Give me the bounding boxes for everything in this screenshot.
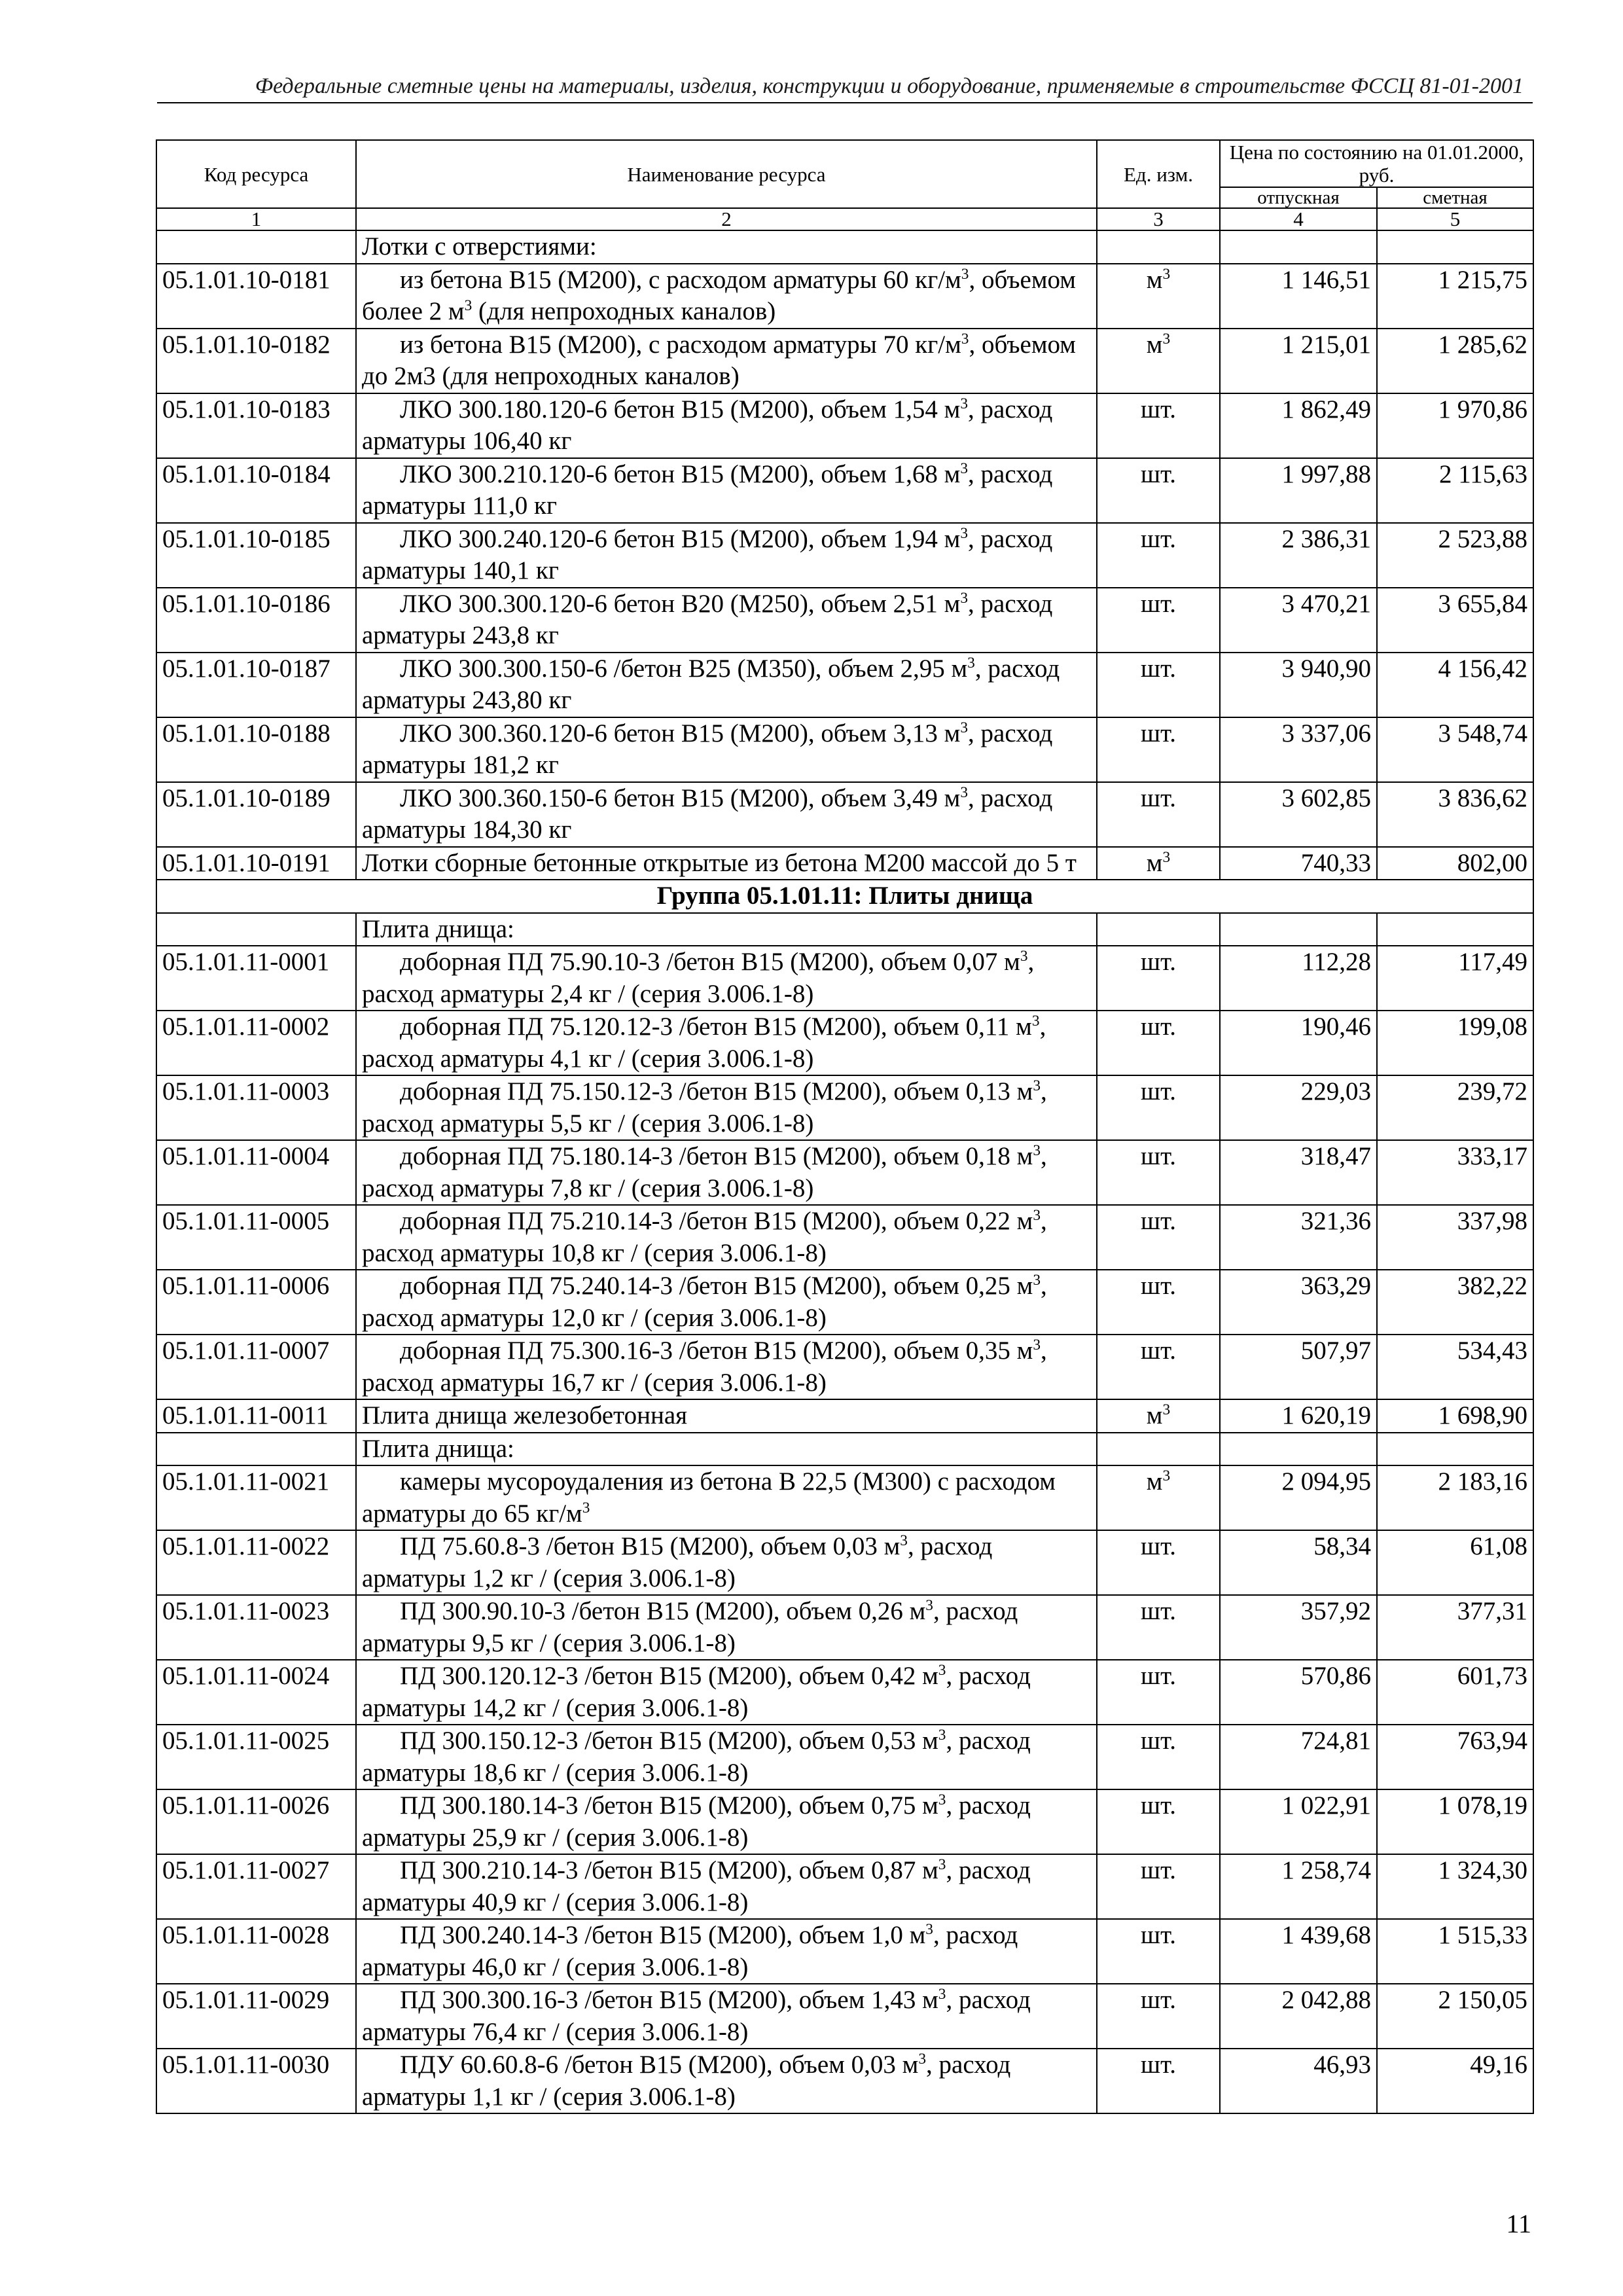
table-row <box>156 1270 1533 1335</box>
subheading-text: Лотки с отверстиями: <box>356 230 1097 264</box>
table-row <box>156 1919 1533 1984</box>
resource-unit: шт. <box>1097 1660 1220 1725</box>
resource-code: 05.1.01.11-0029 <box>156 1984 356 2049</box>
resource-name: ПД 300.90.10-3 /бетон В15 (М200), объем 0,26 $м^3$, расход арматуры 9,5 кг / (серия 3.006.1-8) <box>356 1595 1097 1660</box>
price-release: 1 862,49 <box>1220 393 1377 458</box>
column-number: 1 <box>156 208 356 230</box>
resource-name: ЛКО 300.360.120-6 бетон В15 (М200), объем 3,13 $м^3$, расход арматуры 181,2 кг <box>356 717 1097 782</box>
resource-unit: шт. <box>1097 946 1220 1011</box>
price-estimate-cell <box>1377 230 1533 264</box>
resource-unit: шт. <box>1097 1011 1220 1075</box>
table-row <box>156 717 1533 782</box>
resource-code: 05.1.01.10-0188 <box>156 717 356 782</box>
resource-unit: шт. <box>1097 1075 1220 1140</box>
resource-name: доборная ПД 75.300.16-3 /бетон В15 (М200), объем 0,35 $м^3$, расход арматуры 16,7 кг / (серия 3.006.1-8) <box>356 1335 1097 1399</box>
resource-name: ПД 300.210.14-3 /бетон В15 (М200), объем 0,87 $м^3$, расход арматуры 40,9 кг / (серия 3.006.1-8) <box>356 1854 1097 1919</box>
table-row <box>156 329 1533 393</box>
table-header <box>156 140 1533 230</box>
resource-unit: $м^3$ <box>1097 847 1220 880</box>
price-release: 3 337,06 <box>1220 717 1377 782</box>
resource-unit: шт. <box>1097 1530 1220 1595</box>
resource-code: 05.1.01.10-0187 <box>156 653 356 717</box>
price-estimate: 3 548,74 <box>1377 717 1533 782</box>
unit-cell <box>1097 913 1220 946</box>
resource-code: 05.1.01.11-0004 <box>156 1140 356 1205</box>
price-release: 2 042,88 <box>1220 1984 1377 2049</box>
price-release: 3 940,90 <box>1220 653 1377 717</box>
resource-unit: шт. <box>1097 1854 1220 1919</box>
resource-name: Лотки сборные бетонные открытые из бетона М200 массой до 5 т <box>356 847 1097 880</box>
resource-code: 05.1.01.11-0026 <box>156 1789 356 1854</box>
resource-unit: шт. <box>1097 588 1220 653</box>
resource-unit: шт. <box>1097 1595 1220 1660</box>
resource-name: ПДУ 60.60.8-6 /бетон В15 (М200), объем 0,03 $м^3$, расход арматуры 1,1 кг / (серия 3.006.1-8) <box>356 2049 1097 2113</box>
price-estimate: 239,72 <box>1377 1075 1533 1140</box>
resource-code: 05.1.01.11-0023 <box>156 1595 356 1660</box>
table-row <box>156 1465 1533 1530</box>
table-row <box>156 847 1533 880</box>
resource-unit: $м^3$ <box>1097 329 1220 393</box>
price-estimate: 382,22 <box>1377 1270 1533 1335</box>
resource-unit: шт. <box>1097 1919 1220 1984</box>
resource-name: ЛКО 300.300.150-6 /бетон В25 (М350), объем 2,95 $м^3$, расход арматуры 243,80 кг <box>356 653 1097 717</box>
price-estimate: 377,31 <box>1377 1595 1533 1660</box>
resource-code: 05.1.01.11-0011 <box>156 1399 356 1433</box>
resource-unit: шт. <box>1097 1335 1220 1399</box>
header-price-estimate: сметная <box>1377 187 1533 208</box>
table-row <box>156 2049 1533 2113</box>
resource-code: 05.1.01.10-0191 <box>156 847 356 880</box>
resource-code: 05.1.01.11-0028 <box>156 1919 356 1984</box>
price-estimate: 2 523,88 <box>1377 523 1533 588</box>
resource-name: ЛКО 300.240.120-6 бетон В15 (М200), объем 1,94 $м^3$, расход арматуры 140,1 кг <box>356 523 1097 588</box>
price-release: 507,97 <box>1220 1335 1377 1399</box>
price-estimate: 1 970,86 <box>1377 393 1533 458</box>
page-number: 11 <box>1506 2209 1531 2238</box>
table-row <box>156 393 1533 458</box>
table-row <box>156 1984 1533 2049</box>
subheading-text: Плита днища: <box>356 1433 1097 1466</box>
resource-name: ЛКО 300.300.120-6 бетон В20 (М250), объем 2,51 $м^3$, расход арматуры 243,8 кг <box>356 588 1097 653</box>
column-number: 3 <box>1097 208 1220 230</box>
resource-code: 05.1.01.10-0189 <box>156 782 356 847</box>
resource-name: ЛКО 300.180.120-6 бетон В15 (М200), объем 1,54 $м^3$, расход арматуры 106,40 кг <box>356 393 1097 458</box>
resource-name: из бетона В15 (М200), с расходом арматуры 60 $кг/м^3$, объемом более 2 $м^3$ (для непроходных каналов) <box>356 264 1097 329</box>
price-release: 112,28 <box>1220 946 1377 1011</box>
resource-code: 05.1.01.11-0027 <box>156 1854 356 1919</box>
price-estimate: 3 655,84 <box>1377 588 1533 653</box>
price-estimate: 2 150,05 <box>1377 1984 1533 2049</box>
resource-unit: шт. <box>1097 1140 1220 1205</box>
price-estimate: 117,49 <box>1377 946 1533 1011</box>
header-code: Код ресурса <box>156 140 356 208</box>
resource-unit: $м^3$ <box>1097 1399 1220 1433</box>
table-row <box>156 1530 1533 1595</box>
price-estimate: 333,17 <box>1377 1140 1533 1205</box>
table-row <box>156 782 1533 847</box>
price-estimate: 802,00 <box>1377 847 1533 880</box>
code-cell <box>156 1433 356 1466</box>
price-release: 229,03 <box>1220 1075 1377 1140</box>
resource-name: доборная ПД 75.120.12-3 /бетон В15 (М200), объем 0,11 $м^3$, расход арматуры 4,1 кг / (серия 3.006.1-8) <box>356 1011 1097 1075</box>
resource-code: 05.1.01.11-0003 <box>156 1075 356 1140</box>
header-price-release: отпускная <box>1220 187 1377 208</box>
resource-unit: шт. <box>1097 2049 1220 2113</box>
code-cell <box>156 913 356 946</box>
resource-unit: шт. <box>1097 523 1220 588</box>
price-release: 1 022,91 <box>1220 1789 1377 1854</box>
resource-unit: шт. <box>1097 782 1220 847</box>
resource-name: камеры мусороудаления из бетона В 22,5 (М300) с расходом арматуры до 65 $кг/м^3$ <box>356 1465 1097 1530</box>
resource-unit: шт. <box>1097 1205 1220 1270</box>
header-rule <box>157 102 1533 103</box>
resource-name: ПД 75.60.8-3 /бетон В15 (М200), объем 0,03 $м^3$, расход арматуры 1,2 кг / (серия 3.006.1-8) <box>356 1530 1097 1595</box>
subheading-text: Плита днища: <box>356 913 1097 946</box>
resource-code: 05.1.01.10-0184 <box>156 458 356 523</box>
price-estimate: 1 215,75 <box>1377 264 1533 329</box>
resource-code: 05.1.01.10-0183 <box>156 393 356 458</box>
resource-name: доборная ПД 75.240.14-3 /бетон В15 (М200), объем 0,25 $м^3$, расход арматуры 12,0 кг / (серия 3.006.1-8) <box>356 1270 1097 1335</box>
resource-unit: шт. <box>1097 717 1220 782</box>
price-estimate: 199,08 <box>1377 1011 1533 1075</box>
price-release: 1 146,51 <box>1220 264 1377 329</box>
price-release: 321,36 <box>1220 1205 1377 1270</box>
column-number-row <box>156 208 1533 230</box>
table-row <box>156 523 1533 588</box>
column-number: 4 <box>1220 208 1377 230</box>
resource-code: 05.1.01.10-0182 <box>156 329 356 393</box>
resource-unit: шт. <box>1097 458 1220 523</box>
resource-code: 05.1.01.11-0030 <box>156 2049 356 2113</box>
price-release: 46,93 <box>1220 2049 1377 2113</box>
resource-code: 05.1.01.11-0021 <box>156 1465 356 1530</box>
resource-code: 05.1.01.11-0001 <box>156 946 356 1011</box>
resource-code: 05.1.01.11-0002 <box>156 1011 356 1075</box>
table-body <box>156 230 1533 2113</box>
resource-unit: шт. <box>1097 1984 1220 2049</box>
table-row <box>156 588 1533 653</box>
price-estimate: 61,08 <box>1377 1530 1533 1595</box>
price-release: 3 602,85 <box>1220 782 1377 847</box>
price-release: 1 439,68 <box>1220 1919 1377 1984</box>
resource-name: доборная ПД 75.180.14-3 /бетон В15 (М200), объем 0,18 $м^3$, расход арматуры 7,8 кг / (серия 3.006.1-8) <box>356 1140 1097 1205</box>
subheading-row <box>156 913 1533 946</box>
price-release: 363,29 <box>1220 1270 1377 1335</box>
unit-cell <box>1097 1433 1220 1466</box>
table-row <box>156 1205 1533 1270</box>
price-release: 1 620,19 <box>1220 1399 1377 1433</box>
resource-name: доборная ПД 75.150.12-3 /бетон В15 (М200), объем 0,13 $м^3$, расход арматуры 5,5 кг / (серия 3.006.1-8) <box>356 1075 1097 1140</box>
resource-code: 05.1.01.11-0022 <box>156 1530 356 1595</box>
resource-name: доборная ПД 75.210.14-3 /бетон В15 (М200), объем 0,22 $м^3$, расход арматуры 10,8 кг / (серия 3.006.1-8) <box>356 1205 1097 1270</box>
price-estimate: 1 285,62 <box>1377 329 1533 393</box>
table-row <box>156 1399 1533 1433</box>
resource-unit: $м^3$ <box>1097 1465 1220 1530</box>
resource-name: ПД 300.120.12-3 /бетон В15 (М200), объем 0,42 $м^3$, расход арматуры 14,2 кг / (серия 3.006.1-8) <box>356 1660 1097 1725</box>
table-row <box>156 1725 1533 1789</box>
price-release: 570,86 <box>1220 1660 1377 1725</box>
price-estimate: 3 836,62 <box>1377 782 1533 847</box>
resource-name: доборная ПД 75.90.10-3 /бетон В15 (М200), объем 0,07 $м^3$, расход арматуры 2,4 кг / (серия 3.006.1-8) <box>356 946 1097 1011</box>
price-estimate: 763,94 <box>1377 1725 1533 1789</box>
table-row <box>156 1011 1533 1075</box>
resource-unit: шт. <box>1097 1725 1220 1789</box>
price-release: 740,33 <box>1220 847 1377 880</box>
table-row <box>156 1854 1533 1919</box>
price-table <box>156 139 1534 2114</box>
code-cell <box>156 230 356 264</box>
price-estimate: 1 515,33 <box>1377 1919 1533 1984</box>
resource-name: ПД 300.150.12-3 /бетон В15 (М200), объем 0,53 $м^3$, расход арматуры 18,6 кг / (серия 3.006.1-8) <box>356 1725 1097 1789</box>
price-estimate: 4 156,42 <box>1377 653 1533 717</box>
resource-code: 05.1.01.11-0024 <box>156 1660 356 1725</box>
price-estimate: 49,16 <box>1377 2049 1533 2113</box>
price-release: 1 258,74 <box>1220 1854 1377 1919</box>
table-row <box>156 1595 1533 1660</box>
price-estimate: 1 324,30 <box>1377 1854 1533 1919</box>
price-estimate: 2 115,63 <box>1377 458 1533 523</box>
price-estimate: 2 183,16 <box>1377 1465 1533 1530</box>
price-release: 1 215,01 <box>1220 329 1377 393</box>
group-heading-row <box>156 880 1533 913</box>
resource-code: 05.1.01.11-0005 <box>156 1205 356 1270</box>
price-release-cell <box>1220 913 1377 946</box>
resource-name: Плита днища железобетонная <box>356 1399 1097 1433</box>
table-row <box>156 264 1533 329</box>
price-estimate: 337,98 <box>1377 1205 1533 1270</box>
price-estimate-cell <box>1377 1433 1533 1466</box>
resource-name: ПД 300.240.14-3 /бетон В15 (М200), объем 1,0 $м^3$, расход арматуры 46,0 кг / (серия 3.006.1-8) <box>356 1919 1097 1984</box>
resource-unit: шт. <box>1097 393 1220 458</box>
resource-unit: шт. <box>1097 1789 1220 1854</box>
resource-unit: шт. <box>1097 1270 1220 1335</box>
table-row <box>156 1335 1533 1399</box>
price-estimate: 1 078,19 <box>1377 1789 1533 1854</box>
resource-code: 05.1.01.11-0025 <box>156 1725 356 1789</box>
price-estimate: 1 698,90 <box>1377 1399 1533 1433</box>
table-row <box>156 653 1533 717</box>
resource-unit: $м^3$ <box>1097 264 1220 329</box>
group-heading: Группа 05.1.01.11: Плиты днища <box>156 880 1533 913</box>
table-row <box>156 1789 1533 1854</box>
price-estimate: 534,43 <box>1377 1335 1533 1399</box>
price-release: 3 470,21 <box>1220 588 1377 653</box>
table-row <box>156 1660 1533 1725</box>
price-release: 318,47 <box>1220 1140 1377 1205</box>
price-release: 58,34 <box>1220 1530 1377 1595</box>
table-row <box>156 458 1533 523</box>
price-release: 1 997,88 <box>1220 458 1377 523</box>
resource-name: ПД 300.180.14-3 /бетон В15 (М200), объем 0,75 $м^3$, расход арматуры 25,9 кг / (серия 3.006.1-8) <box>356 1789 1097 1854</box>
column-number: 2 <box>356 208 1097 230</box>
resource-name: из бетона В15 (М200), с расходом арматуры 70 $кг/м^3$, объемом до 2м3 (для непроходных каналов) <box>356 329 1097 393</box>
subheading-row <box>156 230 1533 264</box>
price-estimate-cell <box>1377 913 1533 946</box>
price-release-cell <box>1220 230 1377 264</box>
price-release: 190,46 <box>1220 1011 1377 1075</box>
resource-code: 05.1.01.11-0006 <box>156 1270 356 1335</box>
table-row <box>156 946 1533 1011</box>
resource-code: 05.1.01.10-0181 <box>156 264 356 329</box>
price-release: 2 386,31 <box>1220 523 1377 588</box>
resource-name: ЛКО 300.210.120-6 бетон В15 (М200), объем 1,68 $м^3$, расход арматуры 111,0 кг <box>356 458 1097 523</box>
subheading-row <box>156 1433 1533 1466</box>
resource-unit: шт. <box>1097 653 1220 717</box>
resource-code: 05.1.01.10-0186 <box>156 588 356 653</box>
header-price-group: Цена по состоянию на 01.01.2000, руб. <box>1220 140 1533 187</box>
price-release: 357,92 <box>1220 1595 1377 1660</box>
header-unit: Ед. изм. <box>1097 140 1220 208</box>
price-estimate: 601,73 <box>1377 1660 1533 1725</box>
price-release-cell <box>1220 1433 1377 1466</box>
price-release: 724,81 <box>1220 1725 1377 1789</box>
column-number: 5 <box>1377 208 1533 230</box>
unit-cell <box>1097 230 1220 264</box>
resource-name: ПД 300.300.16-3 /бетон В15 (М200), объем 1,43 $м^3$, расход арматуры 76,4 кг / (серия 3.006.1-8) <box>356 1984 1097 2049</box>
price-release: 2 094,95 <box>1220 1465 1377 1530</box>
table-row <box>156 1075 1533 1140</box>
header-name: Наименование ресурса <box>356 140 1097 208</box>
resource-code: 05.1.01.10-0185 <box>156 523 356 588</box>
resource-name: ЛКО 300.360.150-6 бетон В15 (М200), объем 3,49 $м^3$, расход арматуры 184,30 кг <box>356 782 1097 847</box>
running-header: Федеральные сметные цены на материалы, изделия, конструкции и оборудование, применяемые в строительстве ФССЦ 81-01-2001 <box>255 74 1524 98</box>
resource-code: 05.1.01.11-0007 <box>156 1335 356 1399</box>
table-row <box>156 1140 1533 1205</box>
